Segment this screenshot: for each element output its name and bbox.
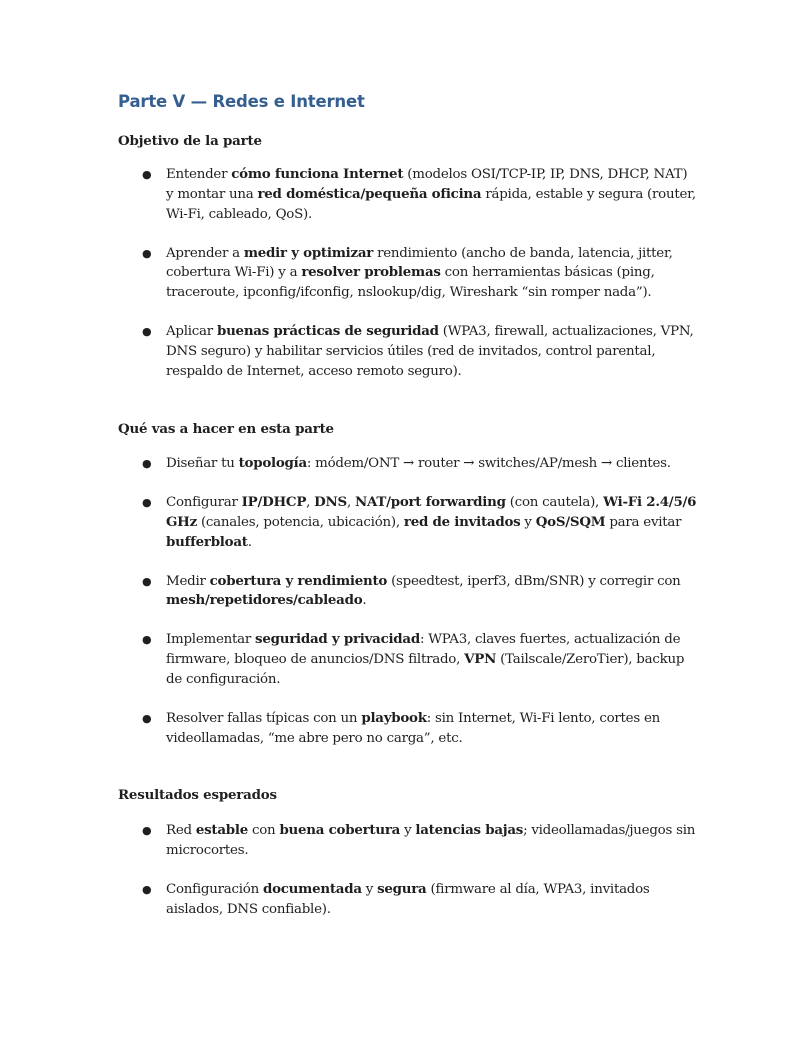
list-item: [118, 821, 698, 861]
text-run: para evitar: [605, 514, 682, 530]
bold-text: VPN: [464, 651, 497, 668]
bullet-icon: ●: [142, 633, 152, 647]
text-run: (WPA3, firewall, actualizaciones, VPN, DNS seguro) y habilitar servicios útiles (red de invitados, control parental, respaldo de Internet, acceso remoto seguro).: [166, 324, 694, 379]
bold-text: Wi-Fi 2.4/5/6 GHz: [166, 493, 697, 530]
text-run: y: [520, 514, 536, 530]
text-run: (canales, potencia, ubicación),: [196, 514, 404, 530]
bullet-icon: ●: [142, 325, 152, 339]
bold-text: segura: [377, 880, 427, 897]
text-run: Aplicar: [166, 324, 217, 340]
bullet-icon: ●: [142, 574, 152, 588]
text-run: con: [247, 823, 280, 838]
text-run: : sin Internet, Wi-Fi lento, cortes en videollamadas, “me abre pero no carga”, etc.: [166, 710, 661, 746]
text-run: : módem/ONT → router → switches/AP/mesh → clientes.: [306, 456, 671, 471]
bullet-icon: ●: [142, 882, 152, 896]
list-item: [118, 322, 698, 381]
bold-text: red doméstica/pequeña oficina: [257, 185, 482, 202]
text-run: y: [400, 823, 416, 838]
text-run: con herramientas básicas (ping, traceroute, ipconfig/ifconfig, nslookup/dig, Wireshark “sin romper nada”).: [166, 265, 655, 301]
text-run: .: [362, 593, 367, 609]
list-item: [118, 709, 698, 749]
bold-text: buenas prácticas de seguridad: [216, 323, 439, 340]
bold-text: mesh/repetidores/cableado: [166, 592, 363, 609]
text-run: : WPA3, claves fuertes, actualización de firmware, bloqueo de anuncios/DNS filtrado,: [166, 632, 681, 668]
text-run: Red: [166, 823, 196, 838]
text-run: Resolver fallas típicas con un: [166, 710, 362, 726]
bold-text: IP/DHCP: [241, 493, 307, 510]
section-heading-resultados: Resultados esperados: [118, 787, 277, 803]
bold-text: topología: [238, 455, 307, 471]
bold-text: bufferbloat: [166, 533, 248, 550]
text-run: ; videollamadas/juegos sin microcortes.: [166, 823, 696, 858]
que-vas-a-hacer-list: [118, 454, 698, 749]
bullet-icon: ●: [142, 824, 152, 837]
bullet-icon: ●: [142, 168, 152, 181]
list-item: [118, 493, 698, 552]
objetivo-list: [118, 165, 698, 382]
bold-text: documentada: [262, 880, 362, 897]
list-item: [118, 572, 698, 612]
section-heading-que-vas-a-hacer: Qué vas a hacer en esta parte: [118, 421, 334, 437]
text-run: Medir: [166, 573, 210, 589]
text-run: Configurar: [166, 494, 242, 510]
bold-text: QoS/SQM: [535, 513, 606, 530]
bold-text: medir y optimizar: [243, 244, 374, 261]
bold-text: resolver problemas: [301, 264, 441, 281]
text-run: ,: [306, 494, 315, 510]
list-item: [118, 165, 698, 224]
text-run: Aprender a: [166, 245, 244, 261]
bullet-icon: ●: [142, 495, 152, 509]
bullet-icon: ●: [142, 457, 152, 470]
text-run: Diseñar tu: [166, 456, 239, 471]
text-run: rápida, estable y segura (router, Wi-Fi, cableado, QoS).: [166, 186, 696, 222]
list-item: [118, 630, 698, 689]
text-run: (con cautela),: [505, 494, 604, 510]
list-item: [118, 454, 698, 474]
text-run: (firmware al día, WPA3, invitados aislados, DNS confiable).: [166, 881, 650, 917]
text-run: (Tailscale/ZeroTier), backup de configuración.: [166, 652, 685, 687]
bold-text: buena cobertura: [279, 822, 401, 838]
text-run: .: [247, 534, 252, 550]
bullet-icon: ●: [142, 246, 152, 260]
text-run: (modelos OSI/TCP-IP, IP, DNS, DHCP, NAT) y montar una: [166, 167, 688, 202]
list-item: [118, 244, 698, 303]
bold-text: playbook: [361, 709, 427, 726]
resultados-list: [118, 821, 698, 919]
text-run: ,: [346, 494, 355, 510]
text-run: rendimiento (ancho de banda, latencia, jitter, cobertura Wi-Fi) y a: [166, 245, 673, 281]
text-run: Configuración: [166, 881, 263, 897]
bold-text: cómo funciona Internet: [231, 166, 404, 182]
section-heading-objetivo: Objetivo de la parte: [118, 133, 262, 149]
text-run: (speedtest, iperf3, dBm/SNR) y corregir con: [387, 573, 681, 589]
bold-text: red de invitados: [403, 513, 521, 530]
page-title: Parte V — Redes e Internet: [118, 92, 365, 111]
bullet-icon: ●: [142, 711, 152, 725]
bold-text: NAT/port forwarding: [354, 493, 506, 510]
bold-text: DNS: [314, 493, 347, 510]
text-run: Entender: [166, 167, 232, 182]
bold-text: latencias bajas: [415, 822, 524, 838]
bold-text: seguridad y privacidad: [255, 631, 420, 648]
text-run: Implementar: [166, 632, 256, 648]
bold-text: cobertura y rendimiento: [209, 572, 388, 589]
text-run: y: [361, 881, 378, 897]
bold-text: estable: [195, 822, 248, 838]
list-item: [118, 880, 698, 920]
